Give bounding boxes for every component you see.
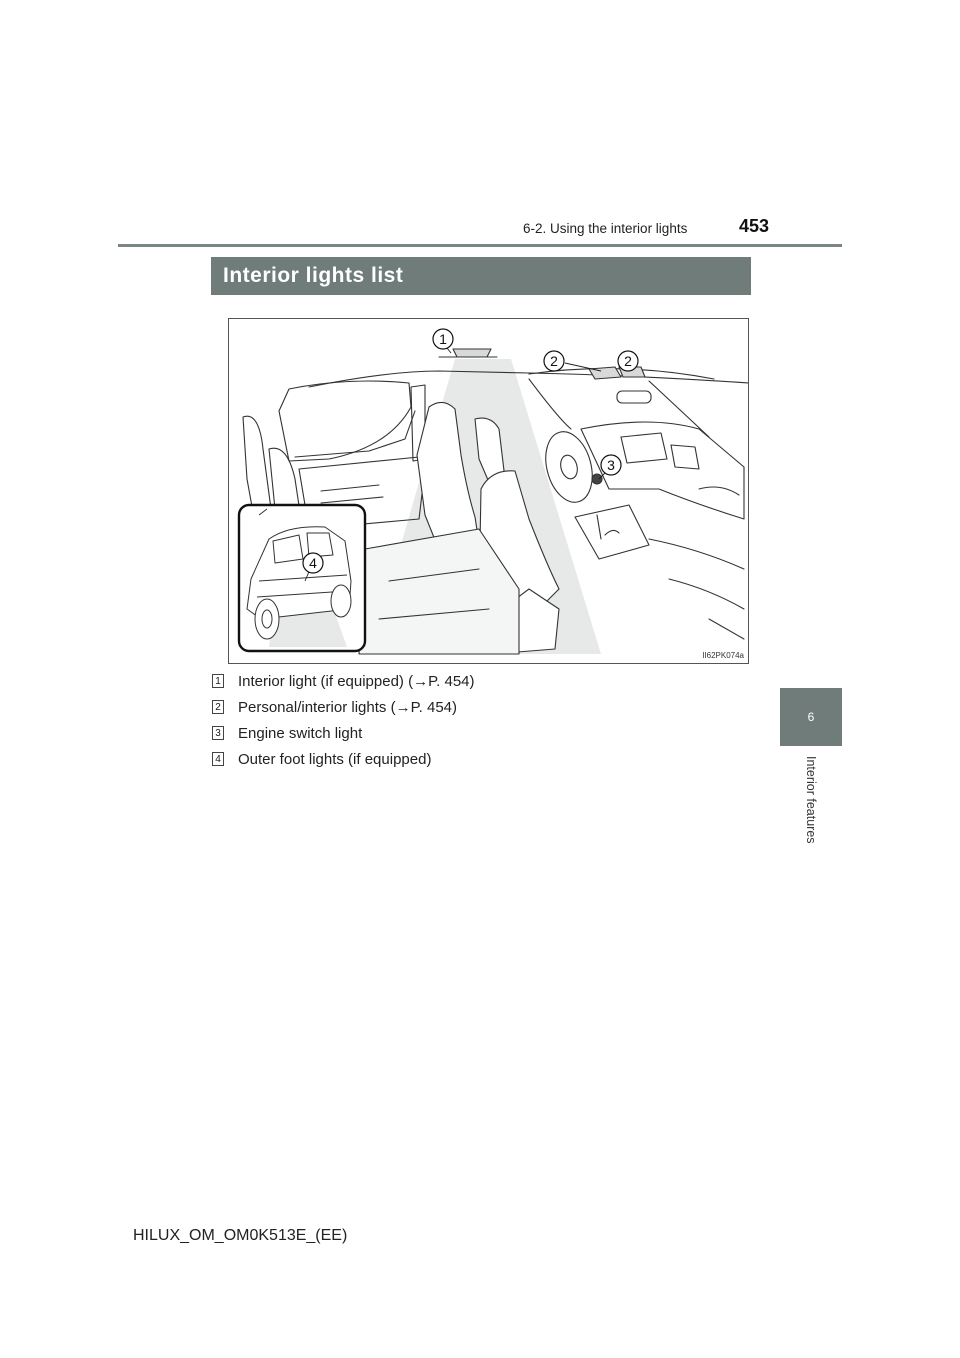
legend-text: Interior light (if equipped) (→P. 454) xyxy=(238,672,475,690)
callout-3-label: 3 xyxy=(607,457,615,473)
chapter-tab[interactable] xyxy=(780,688,842,746)
legend-text: Engine switch light xyxy=(238,724,363,742)
legend-item xyxy=(212,723,475,743)
callout-4-label: 4 xyxy=(309,555,317,571)
section-title: 6-2. Using the interior lights xyxy=(523,221,688,236)
legend-text: Personal/interior lights (→P. 454) xyxy=(238,698,457,716)
interior-illustration xyxy=(228,318,749,664)
callout-2b-label: 2 xyxy=(624,353,632,369)
legend-item xyxy=(212,671,475,691)
page-number: 453 xyxy=(739,216,770,236)
page-title: Interior lights list xyxy=(223,264,404,287)
legend-list xyxy=(212,671,475,775)
header-divider xyxy=(118,244,842,247)
legend-item xyxy=(212,749,475,769)
legend-number: 1 xyxy=(212,674,224,688)
legend-number: 3 xyxy=(212,726,224,740)
legend-number: 2 xyxy=(212,700,224,714)
title-bar xyxy=(211,257,751,295)
legend-number: 4 xyxy=(212,752,224,766)
figure-code: II62PK074a xyxy=(702,651,744,660)
callout-2a-label: 2 xyxy=(550,353,558,369)
callout-1-label: 1 xyxy=(439,331,447,347)
chapter-number: 6 xyxy=(807,710,815,724)
legend-item xyxy=(212,697,475,717)
interior-drawing xyxy=(229,319,749,664)
chapter-label-text: Interior features xyxy=(804,756,818,844)
document-footer: HILUX_OM_OM0K513E_(EE) xyxy=(133,1227,348,1244)
legend-text: Outer foot lights (if equipped) xyxy=(238,750,432,768)
chapter-label xyxy=(801,756,821,866)
